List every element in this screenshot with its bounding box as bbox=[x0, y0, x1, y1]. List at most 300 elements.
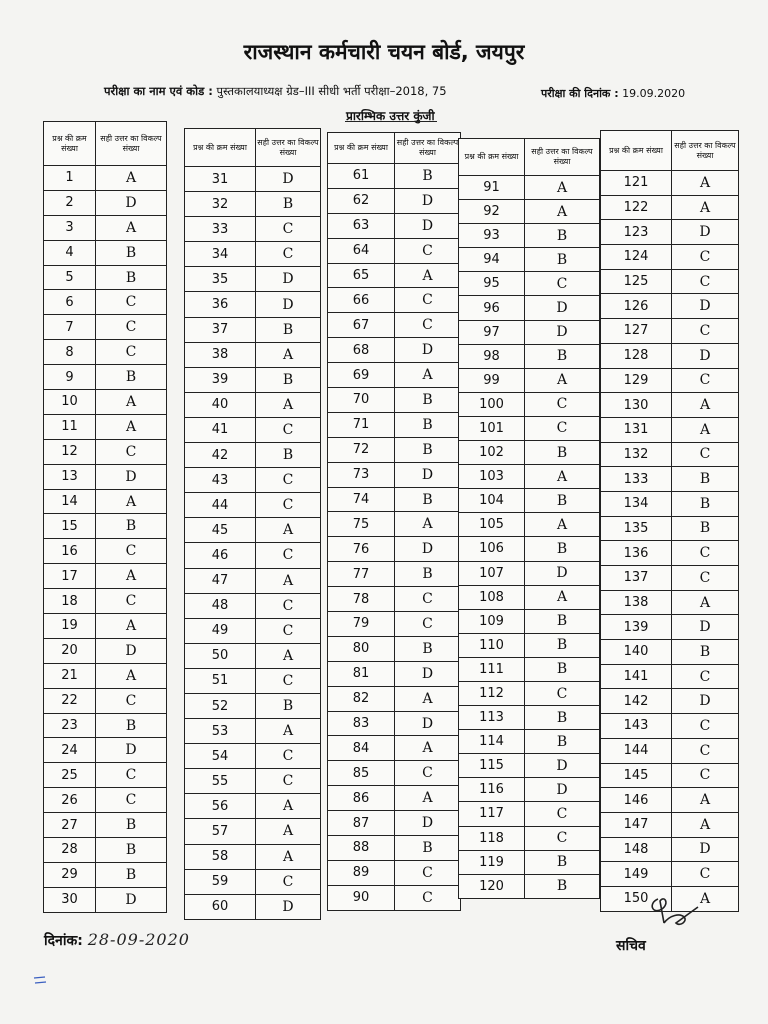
correct-option-header: सही उत्तर का विकल्प संख्या bbox=[395, 133, 461, 164]
correct-option: C bbox=[672, 566, 739, 591]
correct-option: C bbox=[395, 612, 461, 637]
table-row bbox=[44, 265, 167, 290]
table-row bbox=[459, 344, 600, 368]
question-number: 109 bbox=[459, 609, 525, 633]
question-number: 62 bbox=[328, 188, 395, 213]
table-row bbox=[44, 439, 167, 464]
question-number: 77 bbox=[328, 562, 395, 587]
correct-option: D bbox=[525, 778, 600, 802]
correct-option: C bbox=[525, 802, 600, 826]
table-row bbox=[601, 393, 739, 418]
question-number: 50 bbox=[185, 643, 256, 668]
table-row bbox=[44, 514, 167, 539]
correct-option: B bbox=[525, 657, 600, 681]
table-row bbox=[459, 561, 600, 585]
question-number: 67 bbox=[328, 313, 395, 338]
question-number: 107 bbox=[459, 561, 525, 585]
table-row bbox=[601, 319, 739, 344]
question-number: 121 bbox=[601, 171, 672, 196]
question-number: 38 bbox=[185, 342, 256, 367]
table-row bbox=[328, 188, 461, 213]
question-number: 136 bbox=[601, 541, 672, 566]
question-number: 144 bbox=[601, 738, 672, 763]
correct-option: C bbox=[395, 860, 461, 885]
question-number: 63 bbox=[328, 213, 395, 238]
correct-option: C bbox=[256, 493, 321, 518]
table-row bbox=[459, 176, 600, 200]
correct-option: D bbox=[96, 190, 167, 215]
table-row bbox=[44, 813, 167, 838]
table-row bbox=[185, 292, 321, 317]
correct-option: C bbox=[672, 664, 739, 689]
question-number: 10 bbox=[44, 390, 96, 415]
answer-key-subtitle: प्रारम्भिक उत्तर कुंजी bbox=[346, 109, 435, 123]
table-header-row bbox=[459, 139, 600, 176]
table-row bbox=[185, 192, 321, 217]
correct-option-header: सही उत्तर का विकल्प संख्या bbox=[96, 122, 167, 166]
correct-option: C bbox=[256, 417, 321, 442]
answer-table-1 bbox=[43, 121, 167, 913]
correct-option: D bbox=[395, 338, 461, 363]
table-row bbox=[601, 171, 739, 196]
question-number: 133 bbox=[601, 467, 672, 492]
question-number: 3 bbox=[44, 215, 96, 240]
correct-option: C bbox=[672, 269, 739, 294]
question-number: 129 bbox=[601, 368, 672, 393]
table-row bbox=[328, 736, 461, 761]
question-number: 135 bbox=[601, 516, 672, 541]
table-row bbox=[185, 217, 321, 242]
table-row bbox=[44, 688, 167, 713]
correct-option: B bbox=[525, 537, 600, 561]
question-number: 147 bbox=[601, 812, 672, 837]
correct-option: B bbox=[96, 813, 167, 838]
correct-option: B bbox=[395, 437, 461, 462]
exam-date-label: परीक्षा की दिनांक : bbox=[541, 87, 619, 100]
table-row bbox=[44, 290, 167, 315]
table-row bbox=[185, 744, 321, 769]
question-number: 98 bbox=[459, 344, 525, 368]
correct-option: B bbox=[525, 706, 600, 730]
correct-option: A bbox=[256, 819, 321, 844]
correct-option-header: सही उत्तर का विकल्प संख्या bbox=[525, 139, 600, 176]
table-row bbox=[44, 166, 167, 191]
question-number: 51 bbox=[185, 668, 256, 693]
table-header-row bbox=[185, 129, 321, 167]
question-number: 61 bbox=[328, 164, 395, 189]
question-number: 93 bbox=[459, 224, 525, 248]
table-row bbox=[601, 640, 739, 665]
correct-option: B bbox=[395, 412, 461, 437]
correct-option: C bbox=[672, 862, 739, 887]
correct-option: A bbox=[672, 417, 739, 442]
question-number: 78 bbox=[328, 587, 395, 612]
question-number: 87 bbox=[328, 811, 395, 836]
issue-date-label: दिनांक: bbox=[44, 933, 83, 949]
table-row bbox=[328, 686, 461, 711]
question-number: 12 bbox=[44, 439, 96, 464]
correct-option: B bbox=[525, 730, 600, 754]
correct-option: B bbox=[256, 693, 321, 718]
table-row bbox=[459, 513, 600, 537]
question-number: 1 bbox=[44, 166, 96, 191]
table-row bbox=[601, 269, 739, 294]
exam-date-value: 19.09.2020 bbox=[622, 87, 686, 100]
table-row bbox=[459, 416, 600, 440]
table-row bbox=[44, 390, 167, 415]
question-number: 132 bbox=[601, 442, 672, 467]
question-number: 68 bbox=[328, 338, 395, 363]
correct-option: B bbox=[395, 562, 461, 587]
question-number: 71 bbox=[328, 412, 395, 437]
question-number: 57 bbox=[185, 819, 256, 844]
table-row bbox=[185, 719, 321, 744]
question-number: 112 bbox=[459, 681, 525, 705]
question-number: 82 bbox=[328, 686, 395, 711]
table-row bbox=[459, 441, 600, 465]
correct-option: C bbox=[525, 826, 600, 850]
correct-option: D bbox=[96, 638, 167, 663]
correct-option: A bbox=[395, 263, 461, 288]
table-row bbox=[185, 693, 321, 718]
correct-option: A bbox=[96, 564, 167, 589]
subtitle-underline bbox=[345, 121, 437, 122]
correct-option: D bbox=[395, 213, 461, 238]
table-row bbox=[328, 836, 461, 861]
table-row bbox=[44, 365, 167, 390]
correct-option: A bbox=[525, 176, 600, 200]
question-number: 64 bbox=[328, 238, 395, 263]
table-row bbox=[185, 317, 321, 342]
table-row bbox=[185, 267, 321, 292]
question-number: 94 bbox=[459, 248, 525, 272]
question-number: 99 bbox=[459, 368, 525, 392]
question-number: 6 bbox=[44, 290, 96, 315]
question-number: 30 bbox=[44, 887, 96, 912]
question-number: 150 bbox=[601, 886, 672, 911]
correct-option: A bbox=[256, 794, 321, 819]
table-row bbox=[185, 367, 321, 392]
question-number: 58 bbox=[185, 844, 256, 869]
question-number: 148 bbox=[601, 837, 672, 862]
correct-option: B bbox=[256, 192, 321, 217]
question-number: 113 bbox=[459, 706, 525, 730]
question-number: 44 bbox=[185, 493, 256, 518]
question-number: 28 bbox=[44, 838, 96, 863]
table-row bbox=[328, 860, 461, 885]
correct-option: A bbox=[672, 195, 739, 220]
answer-table-5 bbox=[600, 130, 739, 912]
question-number: 49 bbox=[185, 618, 256, 643]
correct-option: B bbox=[395, 388, 461, 413]
correct-option: C bbox=[525, 392, 600, 416]
question-number: 7 bbox=[44, 315, 96, 340]
question-number-header: प्रश्न की क्रम संख्या bbox=[185, 129, 256, 167]
correct-option: C bbox=[395, 313, 461, 338]
question-number: 5 bbox=[44, 265, 96, 290]
correct-option: C bbox=[672, 541, 739, 566]
correct-option: C bbox=[672, 714, 739, 739]
question-number: 128 bbox=[601, 343, 672, 368]
correct-option: A bbox=[256, 643, 321, 668]
table-row bbox=[601, 245, 739, 270]
question-number: 60 bbox=[185, 894, 256, 919]
question-number: 2 bbox=[44, 190, 96, 215]
table-row bbox=[601, 343, 739, 368]
table-row bbox=[44, 414, 167, 439]
correct-option-header: सही उत्तर का विकल्प संख्या bbox=[256, 129, 321, 167]
correct-option: C bbox=[395, 238, 461, 263]
question-number: 131 bbox=[601, 417, 672, 442]
correct-option: C bbox=[96, 539, 167, 564]
correct-option: B bbox=[525, 344, 600, 368]
table-row bbox=[601, 590, 739, 615]
question-number: 143 bbox=[601, 714, 672, 739]
correct-option: D bbox=[395, 188, 461, 213]
table-row bbox=[601, 763, 739, 788]
table-row bbox=[185, 593, 321, 618]
table-row bbox=[601, 664, 739, 689]
table-row bbox=[44, 315, 167, 340]
answer-table-2 bbox=[184, 128, 321, 920]
question-number: 66 bbox=[328, 288, 395, 313]
correct-option: B bbox=[96, 240, 167, 265]
table-row bbox=[328, 512, 461, 537]
signatory-label: सचिव bbox=[616, 938, 646, 954]
question-number: 111 bbox=[459, 657, 525, 681]
table-row bbox=[44, 340, 167, 365]
question-number: 29 bbox=[44, 862, 96, 887]
table-row bbox=[459, 224, 600, 248]
table-row bbox=[328, 313, 461, 338]
question-number: 34 bbox=[185, 242, 256, 267]
correct-option: B bbox=[256, 317, 321, 342]
correct-option: B bbox=[672, 491, 739, 516]
correct-option: A bbox=[256, 392, 321, 417]
question-number: 138 bbox=[601, 590, 672, 615]
correct-option: A bbox=[96, 390, 167, 415]
question-number: 43 bbox=[185, 468, 256, 493]
table-row bbox=[328, 562, 461, 587]
question-number: 27 bbox=[44, 813, 96, 838]
table-row bbox=[459, 248, 600, 272]
question-number-header: प्रश्न की क्रम संख्या bbox=[328, 133, 395, 164]
question-number: 76 bbox=[328, 537, 395, 562]
question-number: 137 bbox=[601, 566, 672, 591]
table-row bbox=[459, 730, 600, 754]
question-number: 141 bbox=[601, 664, 672, 689]
correct-option: A bbox=[525, 368, 600, 392]
correct-option: A bbox=[96, 414, 167, 439]
question-number: 119 bbox=[459, 850, 525, 874]
correct-option: B bbox=[96, 838, 167, 863]
question-number-header: प्रश्न की क्रम संख्या bbox=[44, 122, 96, 166]
question-number: 17 bbox=[44, 564, 96, 589]
correct-option: D bbox=[672, 343, 739, 368]
question-number: 14 bbox=[44, 489, 96, 514]
question-number: 126 bbox=[601, 294, 672, 319]
correct-option: D bbox=[256, 167, 321, 192]
table-header-row bbox=[44, 122, 167, 166]
table-row bbox=[459, 706, 600, 730]
correct-option: A bbox=[96, 663, 167, 688]
table-row bbox=[328, 462, 461, 487]
exam-name-value: पुस्तकालयाध्यक्ष ग्रेड–III सीधी भर्ती परीक्षा–2018, 75 bbox=[216, 84, 447, 98]
correct-option: A bbox=[525, 513, 600, 537]
question-number: 89 bbox=[328, 860, 395, 885]
correct-option: B bbox=[672, 467, 739, 492]
issue-date-value: 28-09-2020 bbox=[87, 930, 190, 949]
correct-option: A bbox=[256, 568, 321, 593]
table-row bbox=[601, 714, 739, 739]
question-number: 146 bbox=[601, 788, 672, 813]
correct-option: A bbox=[256, 719, 321, 744]
question-number: 122 bbox=[601, 195, 672, 220]
question-number: 125 bbox=[601, 269, 672, 294]
table-row bbox=[328, 885, 461, 910]
question-number: 118 bbox=[459, 826, 525, 850]
correct-option: D bbox=[395, 462, 461, 487]
table-row bbox=[328, 761, 461, 786]
question-number: 142 bbox=[601, 689, 672, 714]
correct-option: A bbox=[672, 393, 739, 418]
table-row bbox=[44, 589, 167, 614]
table-row bbox=[185, 819, 321, 844]
table-row bbox=[459, 320, 600, 344]
table-row bbox=[185, 342, 321, 367]
correct-option: A bbox=[256, 844, 321, 869]
question-number: 11 bbox=[44, 414, 96, 439]
table-row bbox=[601, 294, 739, 319]
table-row bbox=[459, 465, 600, 489]
exam-date bbox=[541, 86, 685, 101]
table-row bbox=[601, 689, 739, 714]
table-row bbox=[328, 263, 461, 288]
question-number: 108 bbox=[459, 585, 525, 609]
signature-icon bbox=[640, 893, 710, 938]
correct-option: A bbox=[672, 590, 739, 615]
question-number: 42 bbox=[185, 443, 256, 468]
correct-option: C bbox=[672, 763, 739, 788]
correct-option: A bbox=[672, 886, 739, 911]
question-number: 134 bbox=[601, 491, 672, 516]
table-row bbox=[459, 778, 600, 802]
correct-option: C bbox=[256, 468, 321, 493]
correct-option: A bbox=[525, 585, 600, 609]
table-row bbox=[44, 838, 167, 863]
table-row bbox=[185, 392, 321, 417]
page-title: राजस्थान कर्मचारी चयन बोर्ड, जयपुर bbox=[243, 40, 525, 64]
question-number: 41 bbox=[185, 417, 256, 442]
table-row bbox=[459, 802, 600, 826]
exam-name-label: परीक्षा का नाम एवं कोड : bbox=[104, 84, 213, 98]
correct-option: B bbox=[525, 489, 600, 513]
table-row bbox=[44, 614, 167, 639]
correct-option: A bbox=[672, 812, 739, 837]
question-number: 83 bbox=[328, 711, 395, 736]
question-number: 20 bbox=[44, 638, 96, 663]
table-row bbox=[601, 541, 739, 566]
table-row bbox=[44, 464, 167, 489]
correct-option: C bbox=[96, 290, 167, 315]
table-row bbox=[459, 681, 600, 705]
table-row bbox=[601, 195, 739, 220]
table-row bbox=[601, 862, 739, 887]
correct-option: D bbox=[525, 561, 600, 585]
correct-option: D bbox=[256, 894, 321, 919]
question-number: 86 bbox=[328, 786, 395, 811]
question-number-header: प्रश्न की क्रम संख्या bbox=[601, 131, 672, 171]
table-row bbox=[601, 615, 739, 640]
question-number: 21 bbox=[44, 663, 96, 688]
table-row bbox=[459, 633, 600, 657]
table-row bbox=[44, 564, 167, 589]
table-row bbox=[459, 272, 600, 296]
correct-option: C bbox=[525, 681, 600, 705]
correct-option: A bbox=[672, 171, 739, 196]
question-number: 18 bbox=[44, 589, 96, 614]
answer-table-4 bbox=[458, 138, 600, 899]
correct-option: C bbox=[256, 769, 321, 794]
question-number: 40 bbox=[185, 392, 256, 417]
question-number: 4 bbox=[44, 240, 96, 265]
correct-option: D bbox=[525, 296, 600, 320]
exam-name bbox=[104, 84, 447, 99]
correct-option: C bbox=[395, 288, 461, 313]
table-row bbox=[44, 638, 167, 663]
question-number: 13 bbox=[44, 464, 96, 489]
question-number: 105 bbox=[459, 513, 525, 537]
correct-option: B bbox=[96, 862, 167, 887]
correct-option: B bbox=[256, 443, 321, 468]
table-row bbox=[328, 164, 461, 189]
question-number: 56 bbox=[185, 794, 256, 819]
question-number: 15 bbox=[44, 514, 96, 539]
question-number: 117 bbox=[459, 802, 525, 826]
question-number: 45 bbox=[185, 518, 256, 543]
correct-option-header: सही उत्तर का विकल्प संख्या bbox=[672, 131, 739, 171]
correct-option: C bbox=[672, 245, 739, 270]
correct-option: D bbox=[672, 294, 739, 319]
question-number-header: प्रश्न की क्रम संख्या bbox=[459, 139, 525, 176]
question-number: 90 bbox=[328, 885, 395, 910]
question-number: 95 bbox=[459, 272, 525, 296]
correct-option: D bbox=[672, 689, 739, 714]
correct-option: A bbox=[96, 215, 167, 240]
table-row bbox=[459, 609, 600, 633]
question-number: 53 bbox=[185, 719, 256, 744]
table-row bbox=[44, 788, 167, 813]
question-number: 97 bbox=[459, 320, 525, 344]
table-row bbox=[44, 862, 167, 887]
question-number: 120 bbox=[459, 874, 525, 898]
question-number: 139 bbox=[601, 615, 672, 640]
table-header-row bbox=[601, 131, 739, 171]
correct-option: A bbox=[395, 512, 461, 537]
correct-option: A bbox=[96, 166, 167, 191]
correct-option: A bbox=[256, 342, 321, 367]
correct-option: B bbox=[395, 164, 461, 189]
question-number: 73 bbox=[328, 462, 395, 487]
table-row bbox=[328, 338, 461, 363]
table-row bbox=[185, 668, 321, 693]
question-number: 65 bbox=[328, 263, 395, 288]
table-row bbox=[328, 437, 461, 462]
correct-option: D bbox=[672, 615, 739, 640]
question-number: 48 bbox=[185, 593, 256, 618]
question-number: 75 bbox=[328, 512, 395, 537]
correct-option: B bbox=[525, 850, 600, 874]
